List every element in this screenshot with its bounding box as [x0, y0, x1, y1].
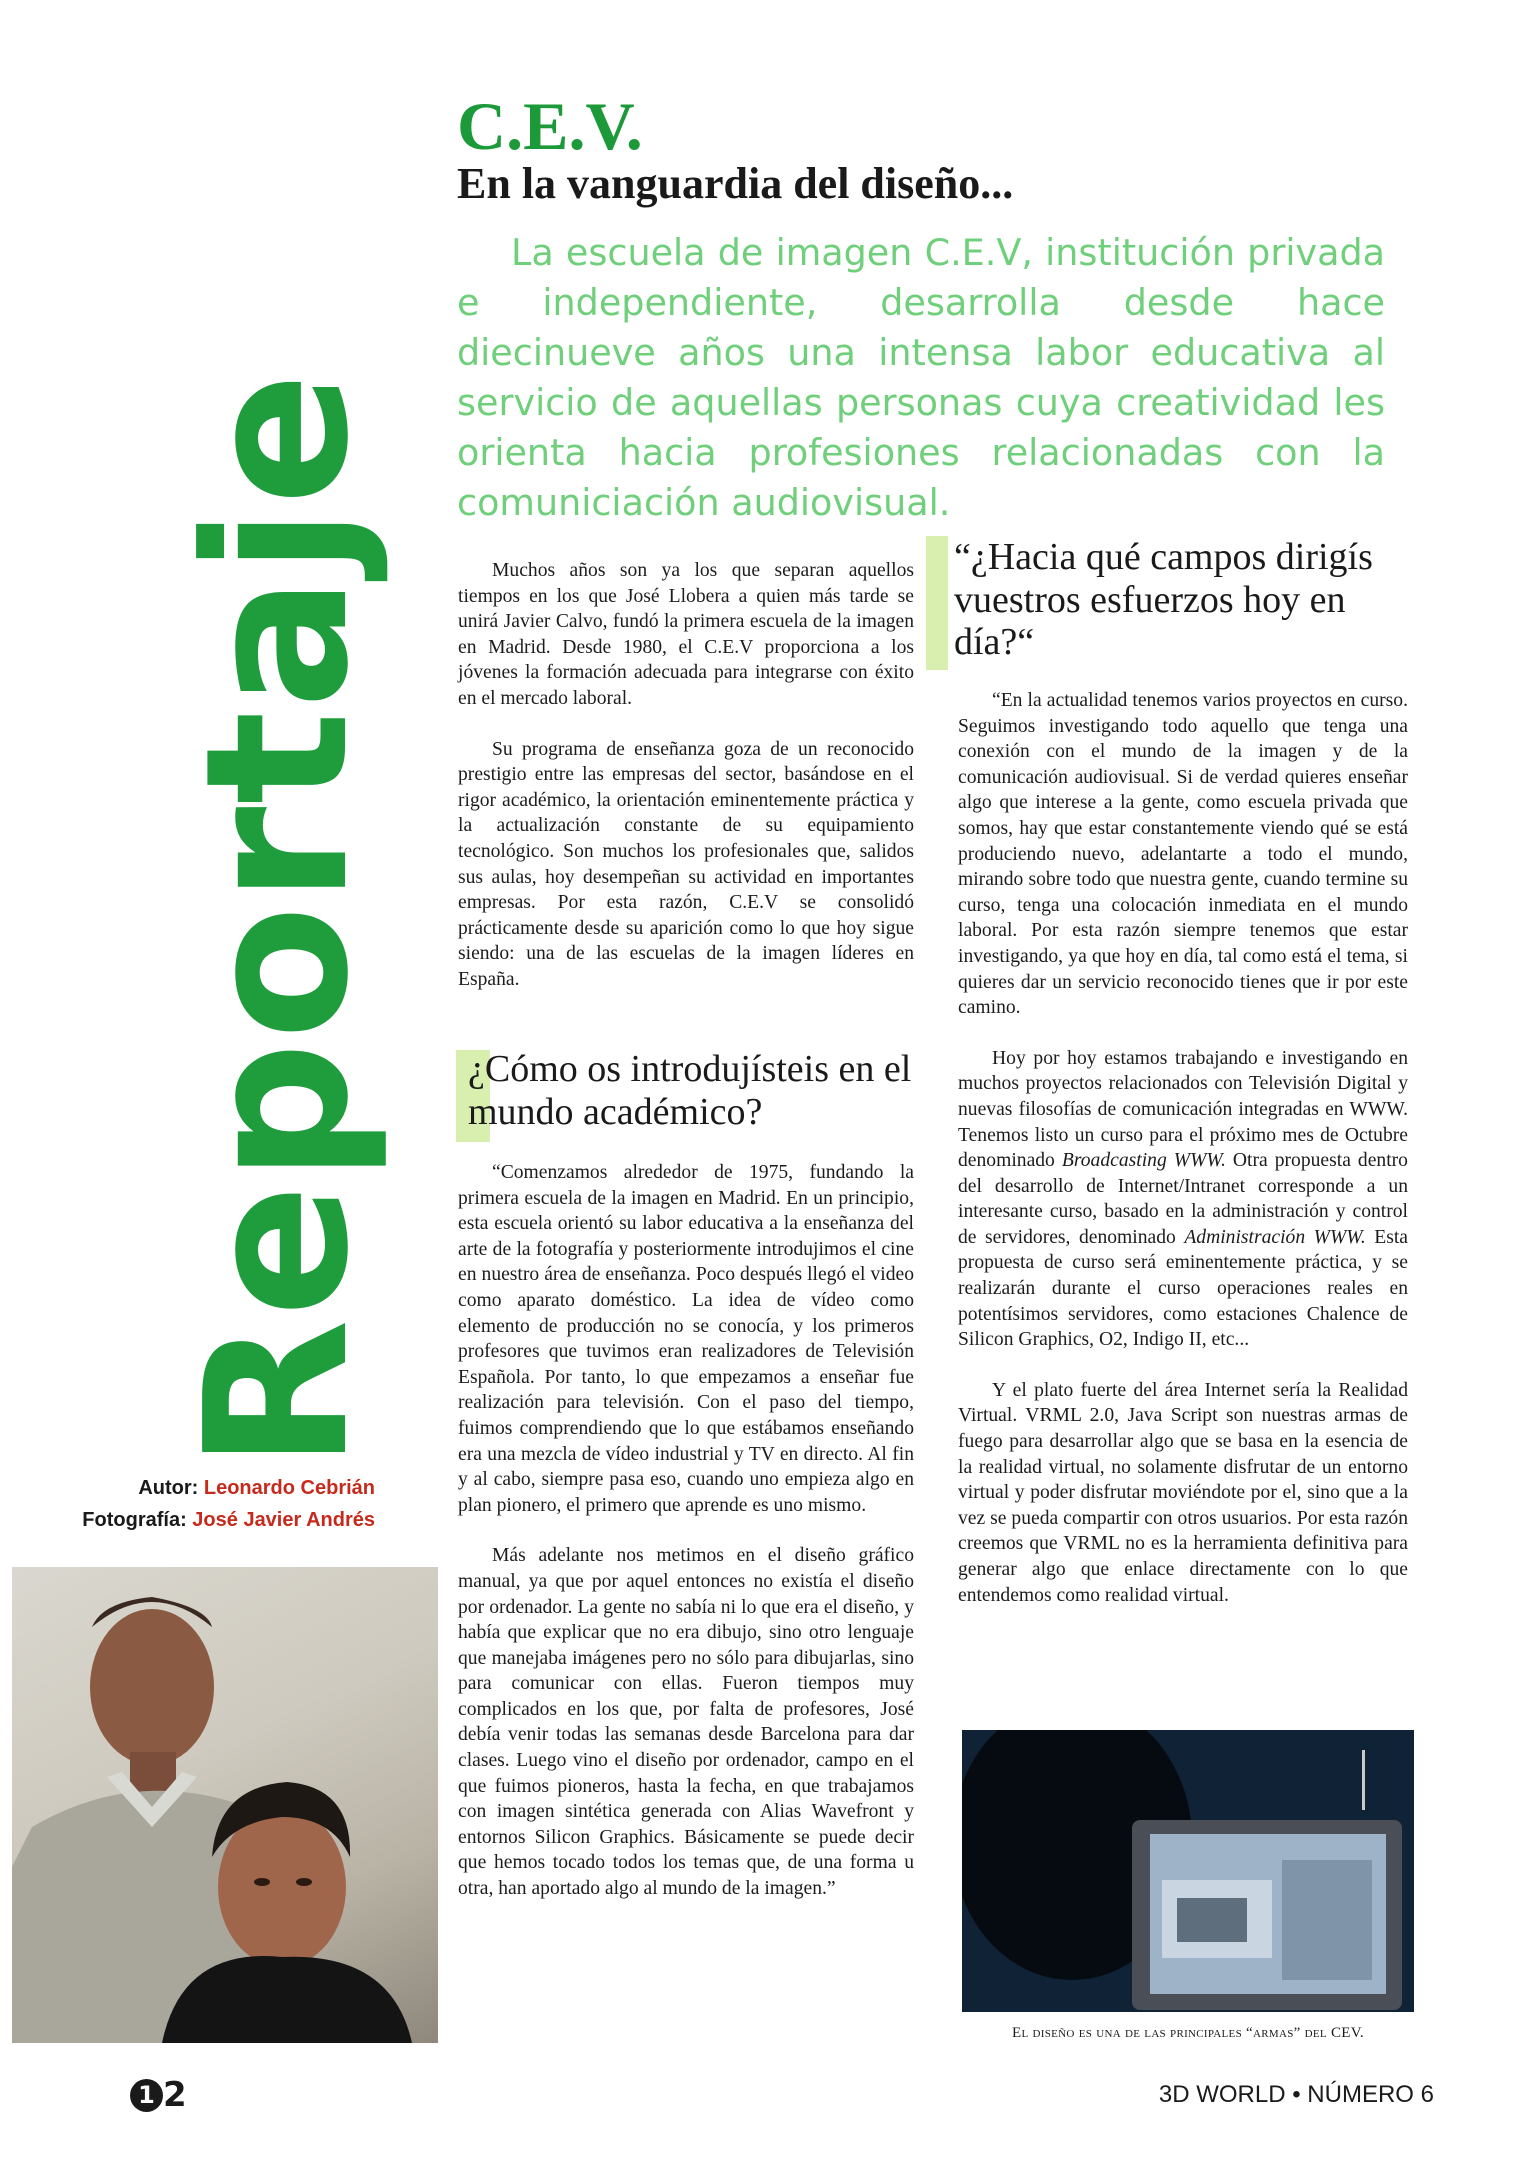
monitor-illustration [962, 1730, 1414, 2012]
intro-paragraph: Muchos años son ya los que separan aquellos tiempos en los que José Llobera a quien más tarde se unirá Javier Calvo, fundó la primera escuela de la imagen en Madrid. Desde 1980, el C.E.V proporciona a los jóvenes la formación adecuada para integrarse con éxito en el mercado laboral. [458, 560, 914, 709]
magazine-issue: 3D WORLD • NÚMERO 6 [1158, 2081, 1434, 2108]
question-heading: “¿Hacia qué campos dirigís vuestros esfuerzos hoy en día?“ [954, 536, 1373, 664]
left-answer-block [458, 1160, 914, 1927]
photo-caption: El diseño es una de las principales “armas” del CEV. [1012, 2025, 1364, 2041]
answer-paragraph: Hoy por hoy estamos trabajando e investigando en muchos proyectos relacionados con Televisión Digital y nuevas filosofías de comunicación integradas en WWW. Tenemos listo un curso para el próximo mes de Octubre denominado Broadcasting WWW. Otra propuesta dentro del desarrollo de Internet/Intranet corresponde a un interesante curso, basado en la administración y control de servidores, denominado Administración WWW. Esta propuesta de curso será eminentemente práctica, y se realizarán durante el curso operaciones reales en potentísimos servidores, como estaciones Chalence de Silicon Graphics, O2, Indigo II, etc... [958, 1047, 1408, 1351]
answer-paragraph: “Comenzamos alrededor de 1975, fundando la primera escuela de la imagen en Madrid. En un principio, esta escuela orientó su labor educativa a la enseñanza del arte de la fotografía y posteriormente introdujimos el cine en nuestro área de enseñanza. Poco después llegó el video como aparato doméstico. La idea de vídeo como elemento de producción no se conocía, y los primeros profesores que tuvimos eran realizadores de Televisión Española. Por tanto, lo que empezamos a enseñar fue realización para televisión. Con el paso del tiempo, fuimos comprendiendo que lo que estábamos enseñando era una mezcla de vídeo industrial y TV en directo. Al fin y al cabo, siempre pasa eso, cuando uno empieza algo en plan pionero, el primero que aprende es uno mismo. [458, 1162, 914, 1516]
right-column [958, 688, 1408, 1633]
question-heading: ¿Cómo os introdujísteis en el mundo académico? [468, 1048, 912, 1133]
answer-paragraph: Más adelante nos metimos en el diseño gráfico manual, ya que por aquel entonces no existía el diseño por ordenador. La gente no sabía ni lo que era el diseño, y había que explicar que no era dibujo, sino otro lenguaje que manejaba imágenes pero no sólo para dibujarlas, sino para comunicar con ellas. Fueron tiempos muy complicados en los que, por falta de profesores, José debía venir todas las semanas desde Barcelona para dar clases. Luego vino el diseño por ordenador, campo en el que fuimos pioneros, hasta la fecha, en que trabajamos con imagen sintética generada con Alias Wavefront y entornos Silicon Graphics. Básicamente se puede decir que hemos tocado todos los temas que, de una forma u otra, han aportado algo al mundo de la imagen.” [458, 1545, 914, 1900]
course-name: Administración WWW. [1184, 1226, 1366, 1248]
page-number-circle: 1 [130, 2079, 163, 2112]
article-subtitle: En la vanguardia del diseño... [457, 159, 1014, 208]
answer-paragraph: Y el plato fuerte del área Internet sería la Realidad Virtual. VRML 2.0, Java Script son nuestras armas de fuego para desarrollar algo que se basa en la esencia de la realidad virtual, no solamente disfrutar de un entorno virtual y poder disfrutar moviéndote por el, sino que a la vez se pueda compartir con otros usuarios. Por esta razón creemos que VRML no es la herramienta definitiva para generar algo que enlace directamente con lo que entendemos como realidad virtual. [958, 1379, 1408, 1606]
intro-paragraph: Su programa de enseñanza goza de un reconocido prestigio entre las empresas del sector, basándose en el rigor académico, la orientación eminentemente práctica y la actualización constante de su equipamiento tecnológico. Son muchos los profesionales que, salidos sus aulas, hoy desempeñan su actividad en importantes empresas. Por esta razón, C.E.V se consolidó prácticamente desde su aparición como lo que hoy sigue siendo: una de las escuelas de la imagen líderes en España. [458, 738, 914, 990]
portrait-illustration [12, 1567, 438, 2043]
author-name: Leonardo Cebrián [203, 1477, 375, 1499]
course-name: Broadcasting WWW. [1061, 1150, 1226, 1172]
left-column [458, 558, 914, 1018]
photo-credit [82, 1509, 375, 1532]
photographer-name: José Javier Andrés [192, 1509, 375, 1531]
author-credit [138, 1477, 375, 1500]
article-title: C.E.V. [457, 88, 643, 164]
author-label: Autor: [138, 1477, 199, 1499]
photo-label: Fotografía: [82, 1509, 187, 1531]
lead-paragraph: La escuela de imagen C.E.V, institución privada e independiente, desarrolla desde hace diecinueve años una intensa labor educativa al servicio de aquellas personas cuya creatividad les orienta hacia profesiones relacionadas con la comuniciación audiovisual. [457, 231, 1385, 524]
page-number [130, 2075, 187, 2115]
portrait-photo [12, 1567, 438, 2043]
section-label: Reportaje [164, 370, 392, 1470]
monitor-photo [962, 1730, 1414, 2012]
page-number-digit: 2 [163, 2075, 187, 2115]
question-highlight [926, 536, 948, 670]
answer-paragraph: “En la actualidad tenemos varios proyectos en curso. Seguimos investigando todo aquello que tenga una conexión con el mundo de la imagen y de la comunicación audiovisual. Si de verdad quieres enseñar algo que interese a la gente, como escuela privada que somos, hay que estar constantemente viendo qué se está produciendo nuevo, adelantarte a todo el mundo, mirando sobre todo que nuestra gente, cuando termine su curso, tenga una colocación inmediata en el mundo laboral. Por esta razón siempre tenemos que estar investigando, ya que hoy en día, tal como está el tema, si quieres dar un servicio reconocido tienes que ir por este camino. [958, 690, 1408, 1019]
